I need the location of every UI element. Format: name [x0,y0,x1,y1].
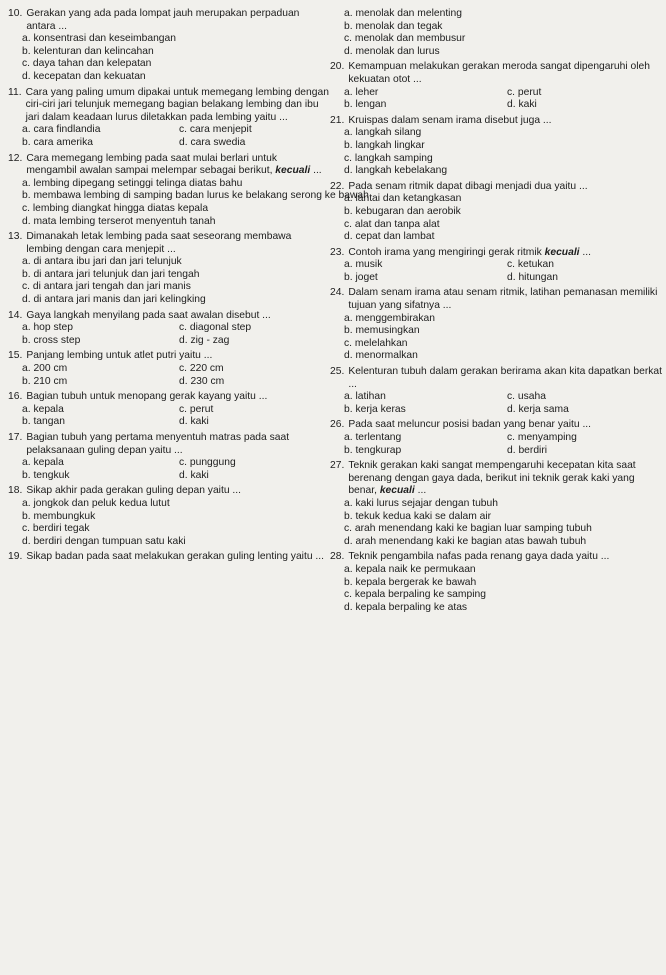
question-number: 28. [330,551,345,563]
question-number: 23. [330,246,345,258]
question-number: 26. [330,419,345,431]
answer-option: d. 230 cm [179,375,225,387]
question-text: Sikap akhir pada gerakan guling depan yaitu ... [26,485,241,497]
question-text: Kelenturan tubuh dalam gerakan berirama akan kita dapatkan berkat ... [348,366,663,390]
answer-option: c. daya tahan dan kelepatan [22,58,152,70]
answer-option: d. langkah kebelakang [344,165,448,177]
answer-option: b. tengkurap [344,444,402,456]
answer-option: c. cara menjepit [179,124,252,136]
answer-option: d. kecepatan dan kekuatan [22,70,146,82]
answer-option: b. membungkuk [22,510,96,522]
answer-option: a. cara findlandia [22,124,101,136]
answer-option: a. konsentrasi dan keseimbangan [22,33,176,45]
answer-option: d. arah menendang kaki ke bagian atas bawah tubuh [344,535,587,547]
answer-options [8,457,330,482]
answer-option: b. 210 cm [22,375,68,387]
answer-option: d. menormalkan [344,350,418,362]
answer-option: d. zig - zag [179,334,230,346]
answer-options [8,256,330,306]
question-text: Gaya langkah menyilang pada saat awalan disebut ... [26,309,271,321]
question-number: 10. [8,8,23,19]
answer-option: b. tangan [22,416,65,428]
answer-options [8,404,330,429]
answer-option: d. kaki [507,99,537,111]
answer-option: b. lengan [344,99,387,111]
answer-option: a. kepala [22,403,64,415]
answer-option: d. berdiri [507,444,548,456]
question-16 [8,391,330,429]
answer-option: d. hitungan [507,271,558,283]
question-number: 25. [330,366,345,378]
answer-option: c. berdiri tegak [22,523,90,535]
answer-option: d. di antara jari manis dan jari kelingking [22,294,206,306]
answer-option: a. hop step [22,322,73,334]
question-25 [330,366,664,416]
question-24 [330,287,664,363]
answer-option: b. tengkuk [22,469,70,481]
question-number: 13. [8,231,23,243]
answer-options [330,391,664,416]
answer-option: c. lembing diangkat hingga diatas kepala [22,202,209,214]
question-text: Bagian tubuh yang pertama menyentuh matras pada saat pelaksanaan guling depan yaitu ... [26,432,290,456]
question-11 [8,87,330,150]
answer-option: c. melelahkan [344,337,408,349]
answer-option: d. menolak dan lurus [344,45,440,57]
answer-option: a. terlentang [344,432,402,443]
answer-option: c. menolak dan membusur [344,33,466,45]
answer-options [330,87,664,112]
question-28 [330,551,664,614]
question-21 [330,115,664,178]
question-text: Pada senam ritmik dapat dibagi menjadi dua yaitu ... [348,180,588,192]
answer-option: c. 220 cm [179,363,224,375]
question-18 [8,485,330,548]
answer-option: a. kepala naik ke permukaan [344,563,476,575]
question-text: Teknik gerakan kaki sangat mempengaruhi kecepatan kita saat berenang dengan gaya dada, berikut ini teknik gerak kaki yang benar, kecuali ... [348,460,636,497]
answer-option: b. joget [344,271,378,283]
question-text: Pada saat meluncur posisi badan yang benar yaitu ... [348,419,592,431]
question-text: Cara memegang lembing pada saat mulai berlari untuk mengambil awalan sampai melempar sebagai berikut, kecuali ... [26,152,322,177]
answer-option: a. kepala [22,457,64,469]
question-13 [8,231,330,307]
question-19-options [330,8,664,58]
question-number: 22. [330,180,345,192]
question-number: 27. [330,460,345,472]
answer-options [330,313,664,363]
answer-option: c. arah menendang kaki ke bagian luar samping tubuh [344,523,592,535]
question-text: Kemampuan melakukan gerakan meroda sangat dipengaruhi oleh kekuatan otot ... [348,61,650,85]
answer-options [8,322,330,347]
answer-options [8,124,330,149]
answer-options [8,33,330,83]
answer-options [8,498,330,548]
question-14 [8,310,330,348]
answer-options [330,193,664,243]
question-27 [330,460,664,548]
answer-option: b. kerja keras [344,403,406,415]
question-text: Cara yang paling umum dipakai untuk memegang lembing dengan ciri-ciri jari telunjuk memegang bagian belakang lembing dan ibu jari dalam keadaan lurus diletakkan pada lembing yaitu ... [25,86,329,123]
answer-option: c. alat dan tanpa alat [344,218,440,230]
answer-option: a. lantai dan ketangkasan [344,193,462,205]
question-10 [8,8,330,84]
question-number: 14. [8,309,23,321]
answer-option: a. lembing dipegang setinggi telinga diatas bahu [22,177,243,189]
answer-option: d. mata lembing terserot menyentuh tanah [22,215,216,227]
question-text: Panjang lembing untuk atlet putri yaitu ... [26,350,213,362]
question-number: 18. [8,485,23,497]
answer-option: c. di antara jari tengah dan jari manis [22,281,191,293]
question-number: 11. [8,86,22,98]
answer-option: b. menolak dan tegak [344,20,443,32]
answer-option: c. menyamping [507,432,577,443]
question-26 [330,419,664,457]
answer-option: a. kaki lurus sejajar dengan tubuh [344,497,498,509]
answer-option: b. kepala bergerak ke bawah [344,576,477,588]
answer-option: a. langkah silang [344,127,422,139]
answer-option: b. tekuk kedua kaki se dalam air [344,510,492,522]
answer-option: b. cross step [22,334,81,346]
question-19 [8,551,330,564]
answer-option: a. menolak dan melenting [344,8,462,19]
answer-option: d. kaki [179,416,209,428]
answer-option: c. perut [507,86,542,98]
answer-option: a. 200 cm [22,363,68,375]
answer-options [330,127,664,177]
question-text: Dalam senam irama atau senam ritmik, latihan pemanasan memiliki tujuan yang sifatnya ... [348,287,658,312]
question-text: Dimanakah letak lembing pada saat seseorang membawa lembing dengan cara menjepit ... [26,231,292,255]
answer-option: b. cara amerika [22,136,93,148]
answer-option: b. kebugaran dan aerobik [344,205,461,217]
answer-option: d. cara swedia [179,136,246,148]
answer-option: d. cepat dan lambat [344,231,435,243]
answer-option: c. ketukan [507,259,554,271]
answer-option: b. membawa lembing di samping badan lurus ke belakang serong ke bawah [22,190,369,202]
question-text: Kruispas dalam senam irama disebut juga ... [348,114,552,126]
answer-options [330,564,664,614]
question-17 [8,432,330,482]
answer-option: a. leher [344,86,379,98]
question-22 [330,181,664,244]
question-number: 17. [8,432,23,443]
answer-option: d. kerja sama [507,403,569,415]
answer-option: d. kepala berpaling ke atas [344,601,468,613]
answer-options [330,432,664,457]
answer-option: b. langkah lingkar [344,139,425,151]
answer-option: a. jongkok dan peluk kedua lutut [22,497,170,509]
question-number: 19. [8,551,23,563]
answer-option: b. kelenturan dan kelincahan [22,45,154,57]
answer-option: c. diagonal step [179,322,252,334]
question-number: 21. [330,114,345,126]
answer-option: a. latihan [344,391,386,403]
answer-option: c. punggung [179,457,236,469]
answer-option: a. musik [344,259,383,271]
right-column [330,8,664,617]
answer-option: c. usaha [507,391,546,403]
answer-option: c. langkah samping [344,152,433,164]
answer-options [330,259,664,284]
answer-option: a. menggembirakan [344,312,436,324]
answer-option: c. perut [179,403,214,415]
question-text: Contoh irama yang mengiringi gerak ritmik kecuali ... [348,246,591,258]
question-number: 24. [330,287,345,299]
question-20 [330,61,664,111]
answer-option: a. di antara ibu jari dan jari telunjuk [22,256,182,268]
question-23 [330,247,664,285]
question-number: 15. [8,350,23,362]
question-text: Teknik pengambila nafas pada renang gaya dada yaitu ... [348,551,610,563]
answer-option: b. memusingkan [344,325,420,337]
question-number: 20. [330,61,345,73]
answer-options [330,498,664,548]
answer-option: d. berdiri dengan tumpuan satu kaki [22,535,186,547]
answer-option: c. kepala berpaling ke samping [344,589,486,601]
question-text: Gerakan yang ada pada lompat jauh merupakan perpaduan antara ... [26,8,300,32]
answer-option: d. kaki [179,469,209,481]
question-text: Bagian tubuh untuk menopang gerak kayang yaitu ... [26,391,268,403]
question-15 [8,350,330,388]
question-text: Sikap badan pada saat melakukan gerakan guling lenting yaitu ... [26,551,324,563]
answer-options [8,363,330,388]
question-number: 16. [8,391,23,403]
answer-option: b. di antara jari telunjuk dan jari tengah [22,268,200,280]
question-number: 12. [8,152,23,164]
